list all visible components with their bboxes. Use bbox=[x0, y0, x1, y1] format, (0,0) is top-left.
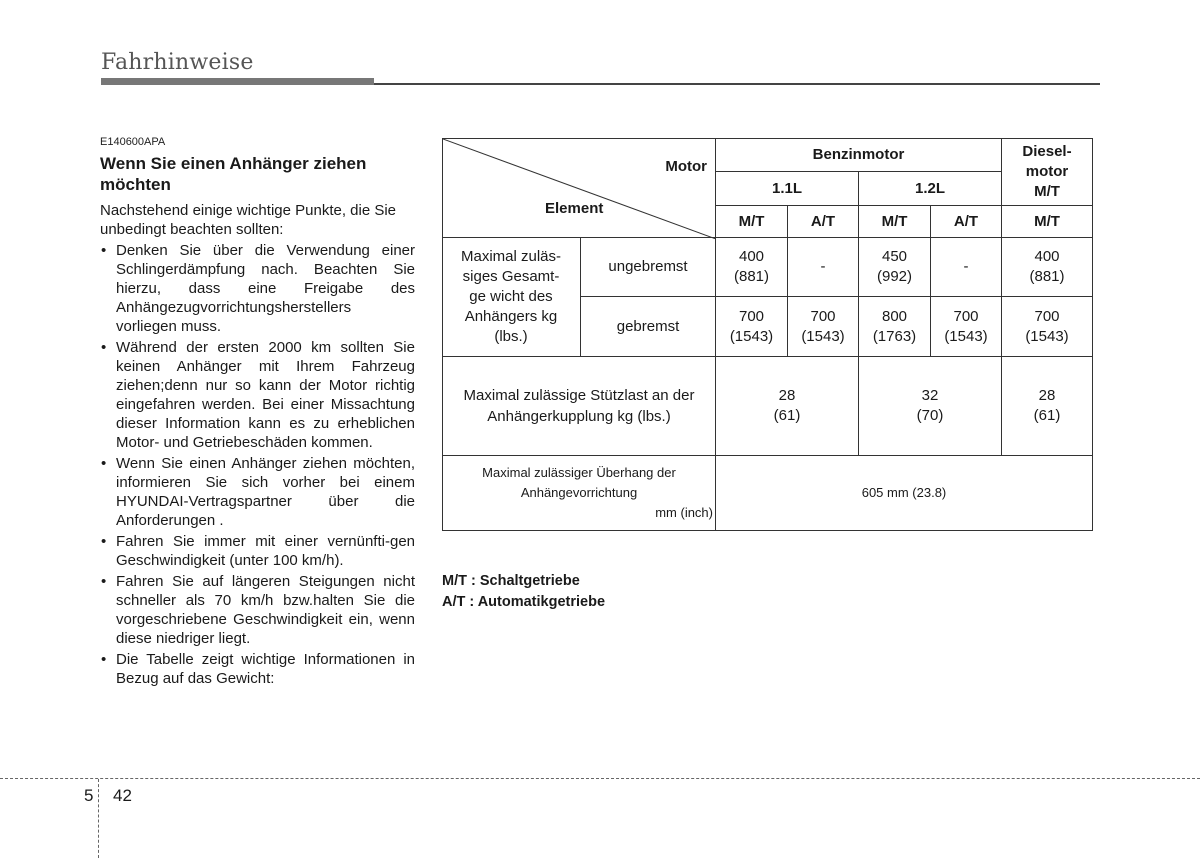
table-cell: - bbox=[788, 238, 859, 297]
bullet-list bbox=[100, 241, 415, 688]
table-corner-header bbox=[443, 139, 716, 238]
legend-mt: M/T : Schaltgetriebe bbox=[442, 573, 580, 589]
section-code: E140600APA bbox=[100, 136, 166, 148]
trailer-weight-table bbox=[442, 138, 1093, 531]
transmission-header: A/T bbox=[931, 206, 1002, 238]
trailer-section bbox=[100, 136, 415, 690]
table-cell: 450 (992) bbox=[859, 238, 931, 297]
diesel-header bbox=[1002, 139, 1093, 206]
overhang-label-text: Maximal zulässiger Überhang der Anhängevorrichtung bbox=[482, 465, 676, 500]
braked-label: gebremst bbox=[581, 297, 716, 357]
table-cell: 700 (1543) bbox=[788, 297, 859, 357]
table-cell: 28 (61) bbox=[1002, 357, 1093, 456]
transmission-header: M/T bbox=[859, 206, 931, 238]
tongue-load-label-text: Maximal zulässige Stützlast an der Anhängerkupplung kg (lbs.) bbox=[463, 387, 695, 425]
tongue-load-label bbox=[443, 357, 716, 456]
table-cell: 400 (881) bbox=[716, 238, 788, 297]
overhang-label bbox=[443, 456, 716, 531]
legend-at: A/T : Automatikgetriebe bbox=[442, 594, 606, 610]
corner-element-label: Element bbox=[545, 200, 604, 217]
corner-diagonal bbox=[443, 139, 716, 239]
trailer-weight-label bbox=[443, 238, 581, 357]
table-cell: 700 (1543) bbox=[1002, 297, 1093, 357]
table-cell: - bbox=[931, 238, 1002, 297]
corner-motor-label: Motor bbox=[665, 158, 707, 175]
footer-divider bbox=[98, 779, 99, 858]
overhang-unit: mm (inch) bbox=[655, 505, 713, 520]
transmission-header: M/T bbox=[1002, 206, 1093, 238]
bullet-item: • Denken Sie über die Verwendung einer Schlingerdämpfung nach. Beachten Sie hierzu, dass eine Freigabe des Anhängezugvorrichtungsherstellers vorliegen muss. bbox=[100, 241, 415, 336]
transmission-legend bbox=[442, 571, 605, 613]
bullet-item: • Während der ersten 2000 km sollten Sie keinen Anhänger mit Ihrem Fahrzeug ziehen;denn nur so kann der Motor richtig eingefahren werden. Bei einer Missachtung dieser Information kann es zu erheblichen Motor- und Getriebeschäden kommen. bbox=[100, 338, 415, 452]
header-bar bbox=[101, 78, 374, 85]
table-cell: 700 (1543) bbox=[716, 297, 788, 357]
diesel-label: Diesel-motor bbox=[1022, 143, 1072, 180]
bullet-item: • Die Tabelle zeigt wichtige Informationen in Bezug auf das Gewicht: bbox=[100, 650, 415, 688]
benzin-header: Benzinmotor bbox=[716, 139, 1002, 172]
table-cell: 28 (61) bbox=[716, 357, 859, 456]
trailer-weight-label-text: Maximal zuläs-siges Gesamt-ge wicht des Anhängers kg (lbs.) bbox=[460, 248, 562, 345]
table-cell: 700 (1543) bbox=[931, 297, 1002, 357]
engine-1-2l-header: 1.2L bbox=[859, 172, 1002, 206]
bullet-item: • Fahren Sie immer mit einer vernünfti-gen Geschwindigkeit (unter 100 km/h). bbox=[100, 532, 415, 570]
page-header-title: Fahrhinweise bbox=[101, 50, 254, 75]
page-number: 42 bbox=[113, 786, 132, 805]
transmission-header: M/T bbox=[716, 206, 788, 238]
engine-1-1l-header: 1.1L bbox=[716, 172, 859, 206]
chapter-number: 5 bbox=[84, 786, 94, 805]
bullet-item: • Fahren Sie auf längeren Steigungen nicht schneller als 70 km/h bzw.halten Sie die vorgeschriebene Geschwindigkeit ein, wenn diese niedriger liegt. bbox=[100, 572, 415, 648]
footer-rule bbox=[0, 778, 1200, 779]
header-rule bbox=[374, 83, 1100, 85]
table-cell: 32 (70) bbox=[859, 357, 1002, 456]
section-heading: Wenn Sie einen Anhänger ziehen möchten bbox=[100, 154, 367, 194]
diesel-transmission: M/T bbox=[1034, 183, 1060, 200]
unbraked-label: ungebremst bbox=[581, 238, 716, 297]
transmission-header: A/T bbox=[788, 206, 859, 238]
overhang-value: 605 mm (23.8) bbox=[716, 456, 1093, 531]
table-cell: 400 (881) bbox=[1002, 238, 1093, 297]
bullet-item: • Wenn Sie einen Anhänger ziehen möchten, informieren Sie sich vorher bei einem HYUNDAI-Vertragspartner über die Anforderungen . bbox=[100, 454, 415, 530]
section-intro: Nachstehend einige wichtige Punkte, die Sie unbedingt beachten sollten: bbox=[100, 202, 397, 238]
table-cell: 800 (1763) bbox=[859, 297, 931, 357]
